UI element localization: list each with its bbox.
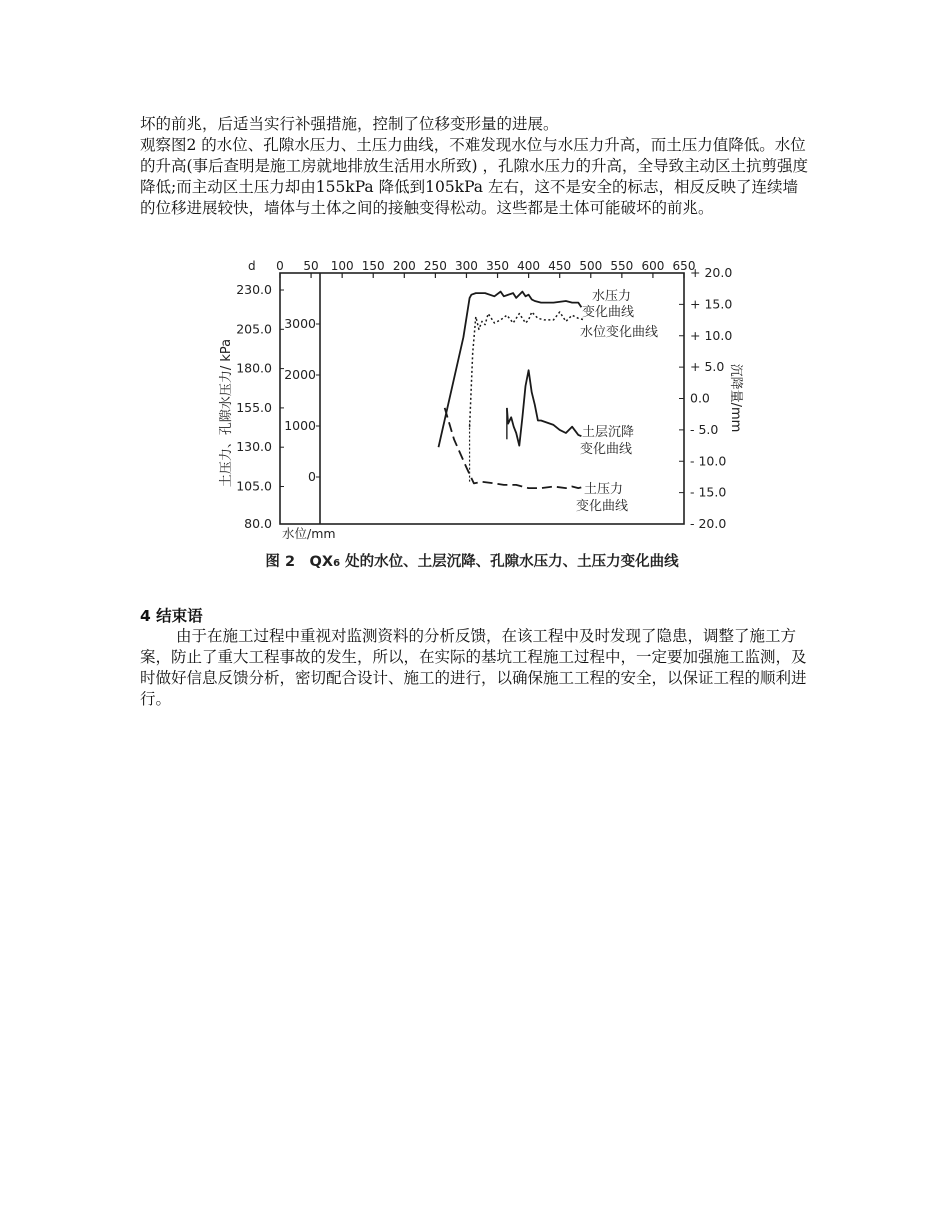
right-tick-label: 0.0 <box>690 390 710 406</box>
x-tick-label: 450 <box>548 259 572 273</box>
x-tick-label: 100 <box>330 259 354 273</box>
right-tick-label: - 15.0 <box>690 484 727 500</box>
left-outer-tick-label: 80.0 <box>244 516 272 531</box>
left-inner-tick-label: 2000 <box>284 367 316 382</box>
paragraph-intro: 坏的前兆，后适当实行补强措施，控制了位移变形量的进展。 <box>140 115 559 133</box>
annotation-earth-pressure: 土压力 <box>584 482 624 497</box>
section-heading: 4 结束语 <box>140 607 203 625</box>
annotation-earth-pressure: 变化曲线 <box>576 499 629 514</box>
right-tick-label: - 20.0 <box>690 516 727 531</box>
x-axis-label: d <box>248 259 256 273</box>
series-water_level <box>470 312 585 427</box>
caption-subscript: 6 <box>333 558 341 569</box>
right-tick-label: + 10.0 <box>690 327 733 343</box>
left-outer-tick-label: 230.0 <box>236 282 272 297</box>
x-tick-label: 200 <box>392 259 416 273</box>
x-tick-label: 400 <box>517 259 541 273</box>
x-tick-label: 350 <box>486 259 509 273</box>
x-tick-label: 300 <box>455 259 478 273</box>
x-tick-label: 0 <box>276 259 284 273</box>
figure-2 <box>212 258 743 578</box>
x-tick-label: 500 <box>579 259 603 273</box>
left-outer-tick-label: 205.0 <box>236 321 272 337</box>
annotation-water-pressure: 水压力 <box>592 289 632 304</box>
annotation-settlement: 变化曲线 <box>580 442 633 457</box>
right-axis-label: 沉降量/mm <box>728 363 743 433</box>
paragraph-analysis: 观察图2 的水位、孔隙水压力、土压力曲线，不难发现水位与水压力升高，而土压力值降低。水位的升高(事后查明是施工房就地排放生活用水所致) ，孔隙水压力的升高，全导致主动区土抗剪强度降低;而主动区土压力却由155kPa 降低到105kPa 左右，这不是安全的标志，相反反映了连续墙的位移进展较快，墙体与土体之间的接触变得松动。这些都是土体可能破坏的前兆。 <box>140 136 809 217</box>
x-tick-label: 550 <box>610 259 634 273</box>
left-inner-tick-label: 0 <box>308 469 316 484</box>
x-tick-label: 250 <box>423 259 447 273</box>
left-outer-axis-label: 土压力、孔隙水压力/ kPa <box>219 338 234 488</box>
paragraph-conclusion: 由于在施工过程中重视对监测资料的分析反馈，在该工程中及时发现了隐患，调整了施工方案，防止了重大工程事故的发生，所以，在实际的基坑工程施工过程中，一定要加强施工监测，及时做好信息反馈分析，密切配合设计、施工的进行，以确保施工工程的安全，以保证工程的顺利进行。 <box>140 627 807 708</box>
left-outer-tick-label: 155.0 <box>236 399 272 415</box>
left-inner-axis-label: 水位/mm <box>282 526 336 541</box>
left-inner-tick-label: 1000 <box>284 418 316 433</box>
annotation-water-level: 水位变化曲线 <box>580 325 659 340</box>
right-tick-label: + 5.0 <box>690 359 725 375</box>
x-tick-label: 600 <box>641 259 665 273</box>
left-outer-tick-label: 180.0 <box>236 360 272 376</box>
right-tick-label: - 10.0 <box>690 453 727 469</box>
series-water_pressure <box>439 292 582 448</box>
annotation-water-pressure: 变化曲线 <box>582 305 635 320</box>
annotation-settlement: 土层沉降 <box>582 425 635 440</box>
right-tick-label: + 15.0 <box>690 296 733 312</box>
left-outer-tick-label: 105.0 <box>236 478 272 494</box>
right-tick-label: + 20.0 <box>690 265 733 280</box>
chart-svg <box>212 258 743 548</box>
series-settlement <box>507 370 582 445</box>
x-tick-label: 150 <box>361 259 385 273</box>
right-tick-label: - 5.0 <box>690 421 719 437</box>
left-outer-tick-label: 130.0 <box>236 439 272 455</box>
figure-caption <box>212 550 732 571</box>
series-earth_pressure <box>445 408 585 488</box>
caption-suffix: 处的水位、土层沉降、孔隙水压力、土压力变化曲线 <box>340 554 679 570</box>
left-inner-tick-label: 3000 <box>284 316 316 331</box>
caption-prefix: 图 2 QX <box>265 554 334 570</box>
x-tick-label: 50 <box>303 259 319 273</box>
x-tick-label: 650 <box>672 259 696 273</box>
